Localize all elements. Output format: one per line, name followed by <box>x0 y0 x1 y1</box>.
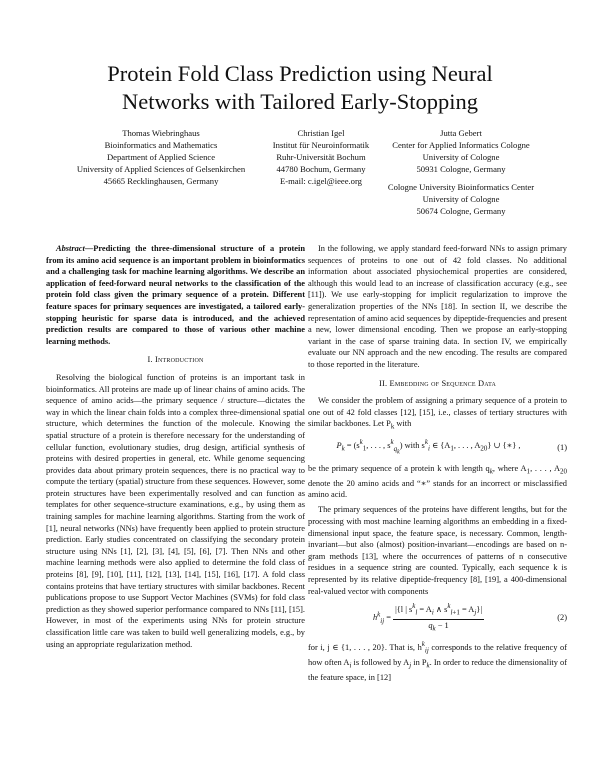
author-affiliation-line: Department of Applied Science <box>106 152 216 162</box>
author-affiliation-line: Center for Applied Informatics Cologne <box>392 140 530 150</box>
paragraph: for i, j ∈ {1, . . . , 20}. That is, $h^k_{ij}$ corresponds to the relative frequency of how often $A_i$ is followed by $A_j$ in $P_k$. In order to reduce the dimensionality of the feature space, in [12] <box>308 640 568 683</box>
abstract-label: Abstract— <box>56 244 94 253</box>
author-affiliation-line: Ruhr-Universität Bochum <box>276 152 366 162</box>
paper-title <box>40 60 560 116</box>
author-affiliation-line: 50674 Cologne, Germany <box>416 206 506 216</box>
equation-1 <box>308 437 567 458</box>
paragraph: The primary sequences of the proteins have different lengths, but for the processing with most machine learning algorithms an embedding in a fixed-dimensional input space, the feature space, is necessary. Common, length-invariant—but also (almost) position-invariant—encodings are based on n-gram methods [13], where the occurrences of patterns of n consecutive residues in a sequence string are counted. Typically, each sequence k is represented by its relative dipeptide-frequency [8], [19], a 400-dimensional real-valued vector with components <box>308 505 567 596</box>
abstract <box>46 243 305 347</box>
equation-body: $h^k_{ij}$ = $\frac{|\{l | s^k_l = A_i \wedge s^k_{l+1} = A_j\}|}{q_k - 1}$ <box>372 601 482 633</box>
equation-2 <box>308 601 567 635</box>
paragraph: be the primary sequence of a protein k with length $q_k$, where $A_1$, . . . , $A_{20}$ denote the 20 amino acids and “∗” stands for an incorrect or misclassified amino acid. <box>308 463 567 500</box>
equation-number: (1) <box>557 443 567 452</box>
paragraph: Resolving the biological function of proteins is an important task in bioinformatics. All proteins are made up of linear chains of amino acids. The sequence of amino acids—the primary sequence / structure—dictates the way in which the linear chain folds into a complex three-dimensional spatial structure, which determines the function of the molecule. Knowing the spatial structure of a protein is therefore necessary for the understanding of cellular function, evolutionary studies, drug design, artificial synthesis of proteins with desired properties in general, etc. While genome sequencing provides data about primary protein sequences, there is no practical way to compute the tertiary (spatial) structure from these sequences. However, some protein structures have been experimentally resolved and can function as templates for other sequence-structure examinations, e.g., by using them as training samples for machine learning algorithms. Starting from the work of [1], neural networks (NNs) have frequently been applied to protein structure prediction. Early studies concentrated on classifying the secondary protein structure using NNs [1], [2], [3], [4], [5], [6], [7]. Then NNs and other machine learning methods were also applied to determine the fold class of proteins [8], [9], [10], [11], [12], [13], [14], [15], [16], [17]. A fold class contains proteins that have tertiary structures with similar backbones. Recent publications propose to use Support Vector Machines (SVMs) for fold class prediction as they showed superior performance compared to NNs [11], [15]. However, in most of the experiments using NNs for protein structure classification little care was taken to build well generalizing models, e.g., by using an appropriate regularization method. <box>46 372 305 649</box>
abstract-text: Predicting the three-dimensional structure of a protein from its amino acid sequence is an important problem in bioinformatics and a challenging task for machine learning algorithms. We describe an application of feed-forward neural networks to the classification of the protein fold class given the primary sequence of a protein. Different feature spaces for primary sequences are investigated, a tailored early-stopping heuristic for sparse data is introduced, and the achieved prediction results are compared to those of various other machine learning methods. <box>46 244 305 346</box>
section-heading-introduction: I. Introduction <box>147 355 204 365</box>
author-affiliation-line: 45665 Recklinghausen, Germany <box>103 176 219 186</box>
author-name: Thomas Wiebringhaus <box>122 128 200 138</box>
author-name: Christian Igel <box>297 128 345 138</box>
author-affiliation-line: 50931 Cologne, Germany <box>416 164 506 174</box>
author-affiliation-line: Cologne University Bioinformatics Center <box>387 182 535 192</box>
right-column <box>308 243 567 687</box>
author-affiliation-line: University of Cologne <box>422 152 500 162</box>
author-affiliation-line: 44780 Bochum, Germany <box>276 164 366 174</box>
equation-number: (2) <box>557 613 567 623</box>
paragraph: We consider the problem of assigning a primary sequence of a protein to one out of 42 fold classes [12], [15], i.e., classes of tertiary structures with similar backbones. Let $P_k$ with <box>308 396 567 431</box>
title-line-1: Protein Fold Class Prediction using Neural <box>107 61 493 86</box>
author-block-3 <box>376 127 546 217</box>
paragraph: In the following, we apply standard feed-forward NNs to assign primary sequences of proteins to one out of 42 fold classes. No additional information about associated physiochemical properties are considered, although this would lead to an increase of classification accuracy (e.g., see [11]). We use early-stopping for implicit regularization to improve the generalization properties of the NNs [18]. In section II, we describe the representation of amino acid sequences by dipeptide-frequencies and present a new, lower dimensional encoding. Then we propose an early-stopping variant in the case of sparse training data. In section IV, we empirically evaluate our NN approach and the new encoding. The results are compared to those reported in the literature. <box>308 244 567 369</box>
author-affiliation-line: University of Cologne <box>422 194 500 204</box>
author-name: Jutta Gebert <box>440 128 482 138</box>
author-affiliation-line: University of Applied Sciences of Gelsenkirchen <box>76 164 246 174</box>
author-affiliation-line: Institut für Neuroinformatik <box>272 140 370 150</box>
author-email[interactable]: E-mail: c.igel@ieee.org <box>280 176 362 186</box>
left-column <box>46 243 305 654</box>
equation-body: $P_k = (s^k_1$, . . . , $s^k_{q_k}$) with $s^k_i$ ∈ {$A_1$, . . . , $A_{20}$} ∪ {∗} , <box>336 438 521 455</box>
author-block-2 <box>256 127 386 187</box>
title-line-2: Networks with Tailored Early-Stopping <box>121 89 479 114</box>
author-block-1 <box>66 127 256 187</box>
author-affiliation-line: Bioinformatics and Mathematics <box>104 140 218 150</box>
section-heading-embedding: II. Embedding of Sequence Data <box>378 378 497 388</box>
